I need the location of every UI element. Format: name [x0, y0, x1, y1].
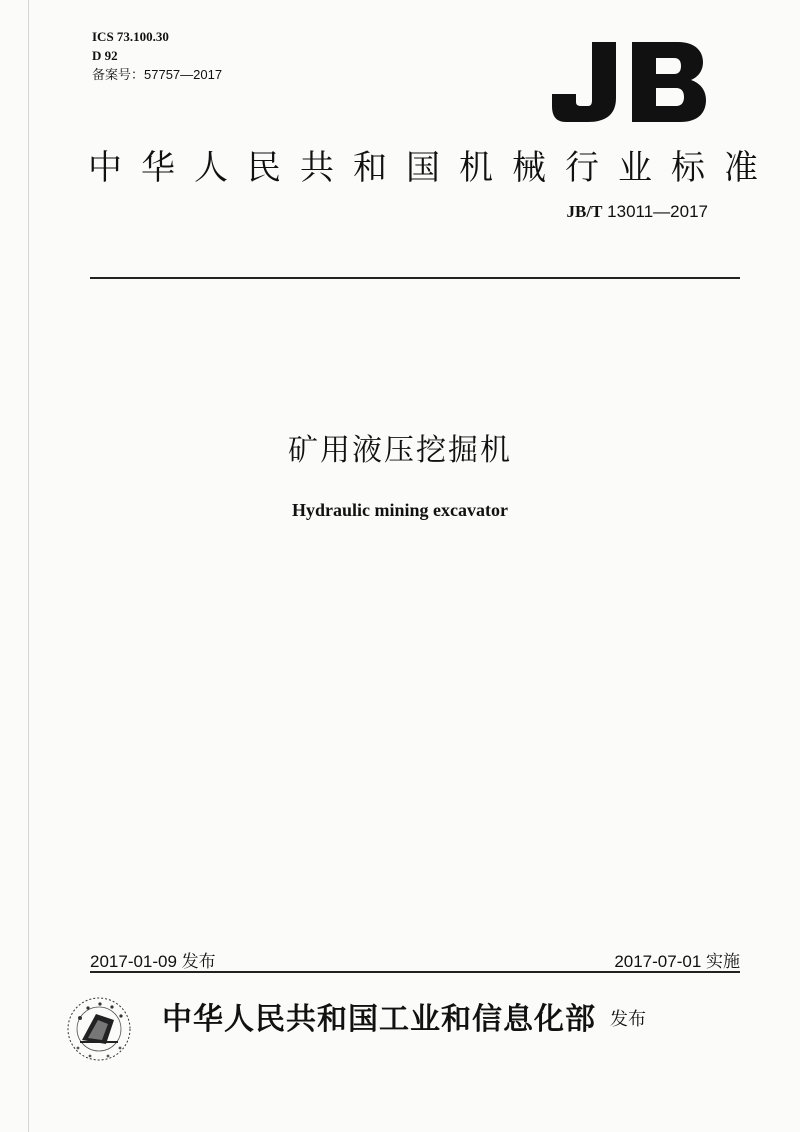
ccs-code: D 92 — [92, 48, 118, 63]
publisher-line — [162, 994, 646, 1038]
header-metadata — [92, 27, 222, 84]
standard-category-title: 中华人民共和国机械行业标准 — [88, 148, 777, 188]
ics-code: ICS 73.100.30 — [92, 29, 169, 44]
bottom-divider — [90, 971, 740, 973]
scan-edge-line — [28, 0, 29, 1132]
top-divider — [90, 277, 740, 279]
jb-logo-icon — [548, 40, 708, 124]
effective-date: 2017-07-01 实施 — [614, 952, 740, 971]
document-title-en: Hydraulic mining excavator — [292, 500, 508, 520]
record-number: 备案号：57757—2017 — [92, 67, 223, 82]
standard-number: JB/T 13011—2017 — [566, 202, 708, 221]
publish-label: 发布 — [610, 1009, 646, 1030]
document-title-cn: 矿用液压挖掘机 — [288, 433, 512, 468]
ministry-seal-icon — [66, 996, 132, 1062]
issue-date: 2017-01-09 发布 — [90, 952, 216, 971]
publisher-organization: 中华人民共和国工业和信息化部 — [162, 1002, 596, 1037]
